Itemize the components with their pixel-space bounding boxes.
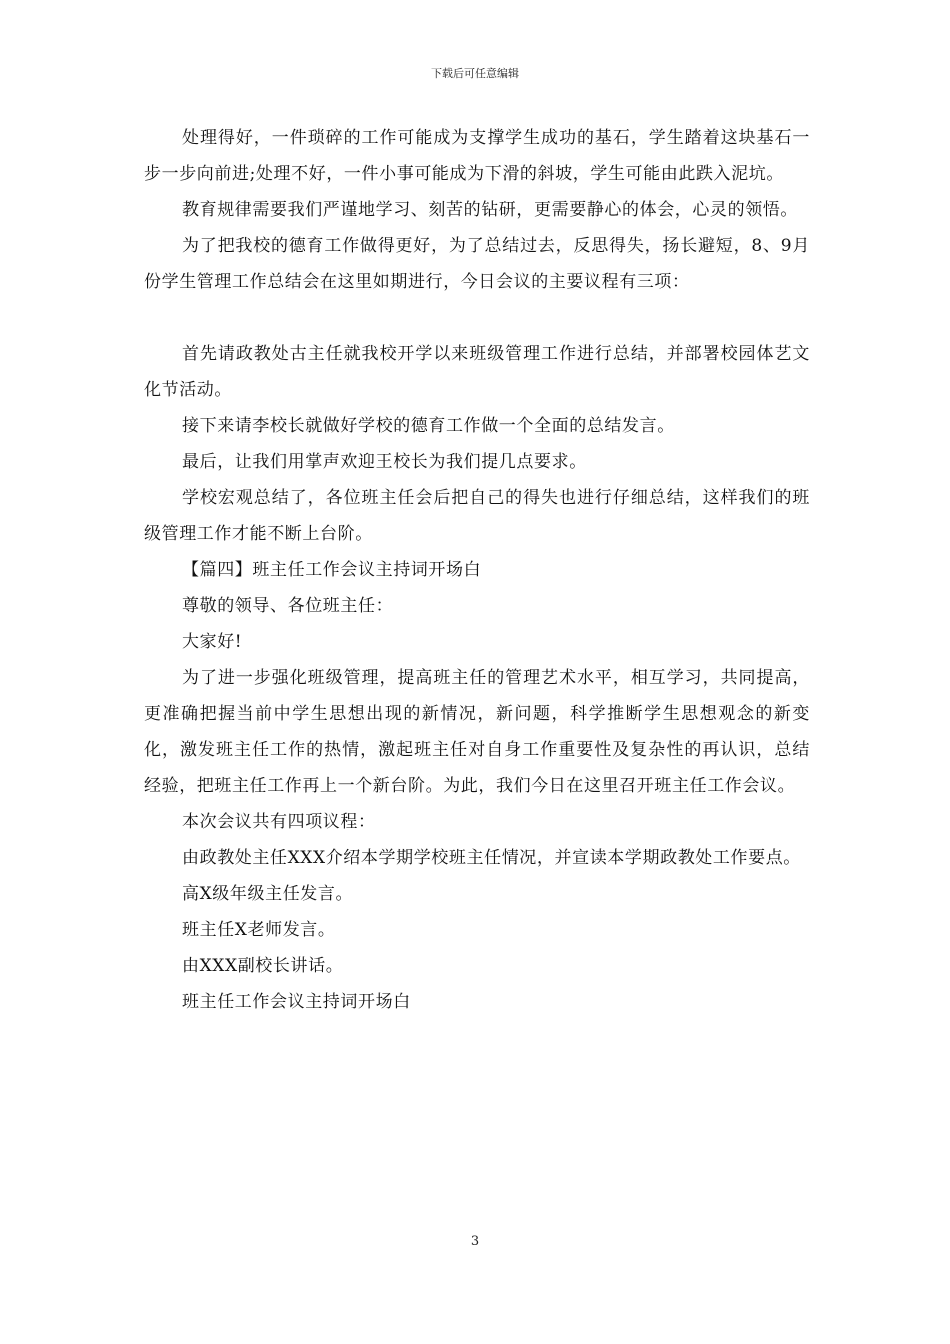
- salutation: 尊敬的领导、各位班主任：: [182, 596, 394, 616]
- blank-line: [144, 300, 810, 336]
- page-header: 下载后可任意编辑: [431, 67, 519, 80]
- section-heading: 【篇四】班主任工作会议主持词开场白: [182, 560, 482, 580]
- document-body: [144, 120, 810, 1020]
- paragraph: 最后，让我们用掌声欢迎王校长为我们提几点要求。: [182, 452, 587, 472]
- paragraph: 教育规律需要我们严谨地学习、刻苦的钻研，更需要静心的体会，心灵的领悟。: [182, 200, 798, 220]
- paragraph: 处理得好，一件琐碎的工作可能成为支撑学生成功的基石，学生踏着这块基石一步一步向前进;处理不好，一件小事可能成为下滑的斜坡，学生可能由此跌入泥坑。: [144, 128, 810, 184]
- paragraph: 学校宏观总结了，各位班主任会后把自己的得失也进行仔细总结，这样我们的班级管理工作才能不断上台阶。: [144, 488, 810, 544]
- paragraph: 班主任工作会议主持词开场白: [182, 992, 411, 1012]
- agenda-item: 由XXX副校长讲话。: [182, 956, 344, 976]
- paragraph: 本次会议共有四项议程：: [182, 812, 376, 832]
- paragraph: 首先请政教处古主任就我校开学以来班级管理工作进行总结，并部署校园体艺文化节活动。: [144, 344, 810, 400]
- paragraph: 接下来请李校长就做好学校的德育工作做一个全面的总结发言。: [182, 416, 675, 436]
- page-number: 3: [470, 1234, 480, 1249]
- agenda-item: 班主任X老师发言。: [182, 920, 336, 940]
- paragraph: 为了进一步强化班级管理，提高班主任的管理艺术水平，相互学习，共同提高，更准确把握当前中学生思想出现的新情况，新问题，科学推断学生思想观念的新变化，激发班主任工作的热情，激起班主任对自身工作重要性及复杂性的再认识，总结经验，把班主任工作再上一个新台阶。为此，我们今日在这里召开班主任工作会议。: [144, 668, 810, 796]
- paragraph: 为了把我校的德育工作做得更好，为了总结过去，反思得失，扬长避短，8、9月份学生管理工作总结会在这里如期进行，今日会议的主要议程有三项：: [144, 236, 810, 292]
- agenda-item: 高X级年级主任发言。: [182, 884, 354, 904]
- greeting: 大家好!: [182, 632, 243, 652]
- agenda-item: 由政教处主任XXX介绍本学期学校班主任情况，并宣读本学期政教处工作要点。: [182, 848, 801, 868]
